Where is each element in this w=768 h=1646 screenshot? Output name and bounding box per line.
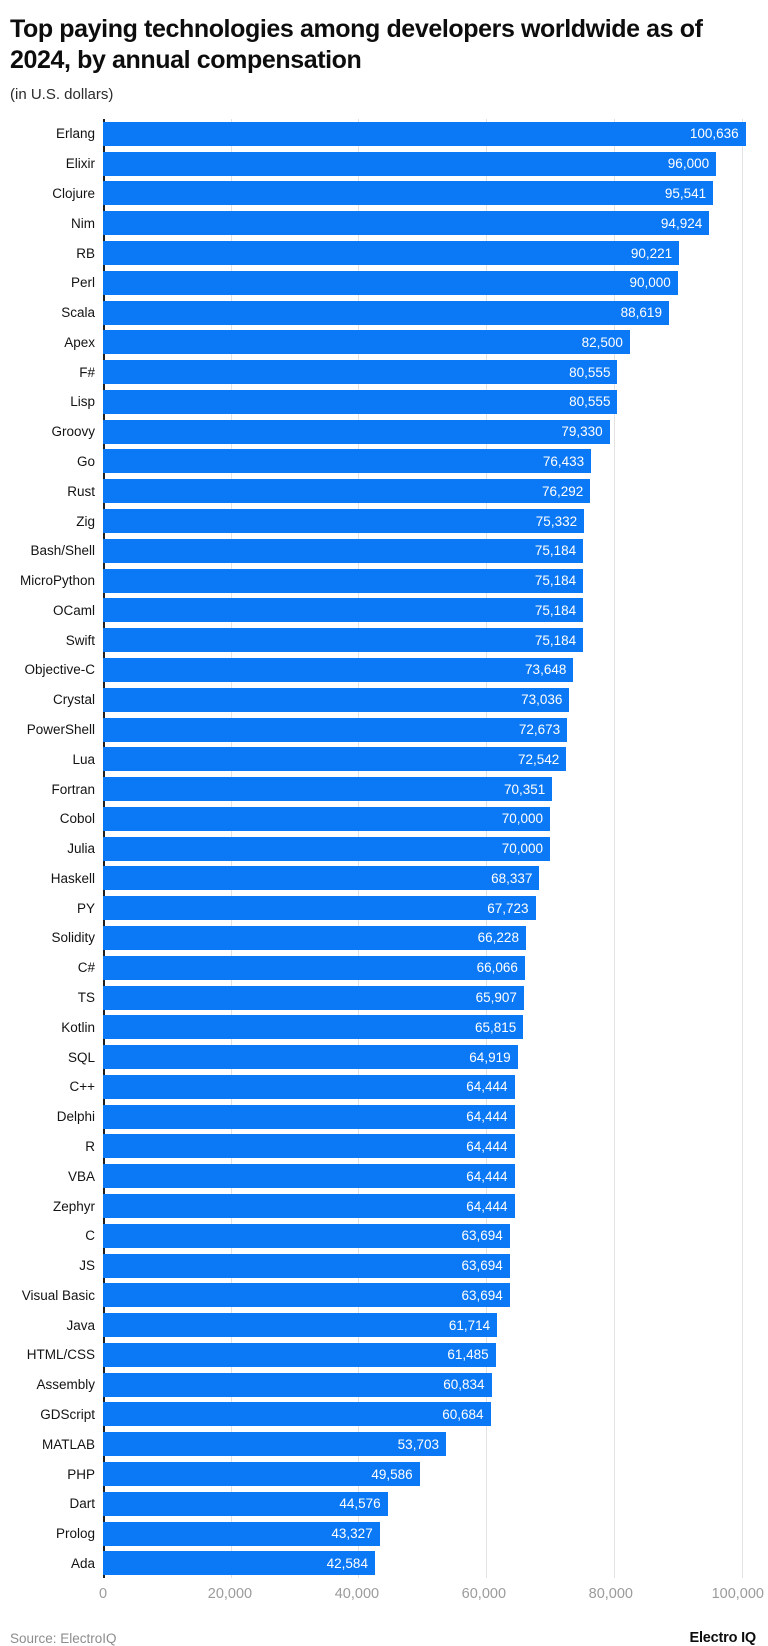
bar-label: F# [79,364,95,380]
bar-rows [0,119,764,1578]
bar-row [0,804,764,834]
bar [103,1254,510,1278]
bar-track [103,301,764,325]
bar-label: Prolog [55,1526,95,1542]
bar [103,271,678,295]
bar-label: RB [76,245,95,261]
bar-track [103,1105,764,1129]
bar-label: Crystal [52,692,95,708]
bar-row [0,208,764,238]
bar-label: Kotlin [61,1019,95,1035]
bar-track [103,1373,764,1397]
bar-value: 64,444 [466,1109,508,1125]
bar-value: 96,000 [667,156,710,172]
bar [103,1373,492,1397]
bar-row [0,834,764,864]
bar-value: 63,694 [461,1258,503,1274]
x-axis [98,1584,764,1610]
bar-label: Swift [65,632,95,648]
bar-value: 64,444 [466,1168,508,1184]
x-axis-tick: 20,000 [207,1586,253,1603]
bar [103,390,617,414]
bar-track [103,1194,764,1218]
x-axis-tick: 80,000 [588,1586,633,1603]
bar [103,569,583,593]
bar [103,211,709,235]
bar-label: Julia [67,841,95,857]
bar-track [103,896,764,920]
bar-row [0,1310,764,1340]
bar-track [103,181,764,205]
bar-label: Cobol [59,811,95,827]
bar [103,1164,515,1188]
bar-track [103,1254,764,1278]
bar-label: Erlang [55,126,95,142]
bar-value: 66,228 [477,930,519,946]
bar-row [0,1102,764,1132]
bar-label: R [85,1138,95,1154]
bar [103,598,583,622]
bar [103,1283,510,1307]
bar-track [103,509,764,533]
bar-value: 64,444 [466,1198,508,1214]
bar [103,1522,380,1546]
bar [103,986,524,1010]
bar-row [0,1012,764,1042]
bar-value: 64,444 [466,1138,508,1154]
bar-value: 80,555 [569,364,611,380]
bar-track [103,658,764,682]
bar-value: 49,586 [371,1466,413,1482]
bar [103,658,573,682]
bar [103,866,539,890]
bar-row [0,238,764,268]
bar-row [0,387,764,417]
plot-area [0,119,764,1578]
bar [103,896,536,920]
bar-row [0,774,764,804]
bar-label: GDScript [40,1406,95,1422]
bar-row [0,1400,764,1430]
bar-row [0,327,764,357]
bar-label: Objective-C [24,662,95,678]
bar-row [0,1072,764,1102]
bar-value: 94,924 [660,215,703,231]
bar-track [103,569,764,593]
bar-row [0,566,764,596]
chart-header [0,0,768,103]
bar-label: Delphi [56,1109,95,1125]
bar [103,1194,515,1218]
bar-row [0,1549,764,1579]
bar-label: MATLAB [41,1436,95,1452]
bar-track [103,390,764,414]
bar [103,330,630,354]
bar-row [0,1370,764,1400]
bar-track [103,1432,764,1456]
bar-label: PY [76,900,95,916]
bar [103,1134,515,1158]
bar-label: Dart [69,1496,95,1512]
bar-row [0,715,764,745]
bar-value: 67,723 [487,900,529,916]
bar-value: 70,000 [501,841,544,857]
bar-row [0,1161,764,1191]
bar [103,1105,515,1129]
bar-label: Go [76,453,95,469]
bar-track [103,449,764,473]
bar-track [103,777,764,801]
bar-row [0,536,764,566]
bar-value: 68,337 [491,870,533,886]
bar-label: Nim [71,215,95,231]
bar-value: 64,919 [469,1049,511,1065]
source-text: Source: ElectroIQ [10,1630,117,1646]
bar-value: 73,648 [525,662,567,678]
bar-row [0,893,764,923]
bar-value: 73,036 [521,692,563,708]
bar [103,1402,491,1426]
bar [103,688,569,712]
bar-track [103,718,764,742]
bar-label: Bash/Shell [30,543,95,559]
bar-row [0,983,764,1013]
bar-label: HTML/CSS [26,1347,95,1363]
bar-label: Java [66,1317,95,1333]
bar-row [0,685,764,715]
bar-track [103,926,764,950]
bar-label: Clojure [52,185,95,201]
bar-label: Fortran [51,781,95,797]
bar-value: 65,907 [475,990,517,1006]
bar-value: 64,444 [466,1079,508,1095]
bar-track [103,866,764,890]
bar [103,1075,515,1099]
bar-label: Lua [72,751,95,767]
x-axis-tick: 0 [98,1586,108,1603]
bar-track [103,1522,764,1546]
bar-track [103,956,764,980]
bar [103,360,617,384]
bar-value: 42,584 [326,1555,368,1571]
bar-row [0,596,764,626]
bar-value: 63,694 [461,1228,503,1244]
bar-value: 70,000 [501,811,544,827]
x-axis-tick: 100,000 [711,1586,764,1603]
bar-value: 88,619 [620,305,662,321]
bar-track [103,747,764,771]
bar-value: 60,834 [443,1377,485,1393]
bar [103,1462,420,1486]
bar [103,628,583,652]
bar-row [0,1280,764,1310]
bar-label: Assembly [36,1377,95,1393]
bar-label: Perl [70,275,95,291]
bar-value: 90,221 [630,245,673,261]
bar [103,807,550,831]
bar-label: C# [77,960,95,976]
bar-track [103,1075,764,1099]
bar-track [103,1045,764,1069]
bar-label: Rust [67,483,95,499]
bar-value: 44,576 [339,1496,381,1512]
bar-row [0,1489,764,1519]
bar-value: 60,684 [442,1406,484,1422]
bar-value: 72,542 [517,751,560,767]
bar-track [103,152,764,176]
bar-track [103,1164,764,1188]
bar-value: 75,184 [534,573,577,589]
bar [103,301,669,325]
bar [103,449,591,473]
bar-value: 75,184 [534,602,577,618]
bar-row [0,1459,764,1489]
bar-track [103,1462,764,1486]
bar-track [103,1224,764,1248]
bar-value: 63,694 [461,1287,503,1303]
bar [103,539,583,563]
bar-label: Visual Basic [21,1287,95,1303]
bar [103,1551,375,1575]
bar-label: Apex [64,334,95,350]
bar-label: C++ [69,1079,95,1095]
bar [103,152,716,176]
bar-row [0,1042,764,1072]
page-title: Top paying technologies among developers worldwide as of 2024, by annual compensation [10,15,703,74]
bar-track [103,688,764,712]
bar [103,1015,523,1039]
bar-row [0,864,764,894]
bar-value: 82,500 [581,334,623,350]
bar [103,837,550,861]
bar-label: PHP [67,1466,95,1482]
bar-track [103,1551,764,1575]
bar-track [103,271,764,295]
chart-subtitle: (in U.S. dollars) [10,86,114,103]
bar-label: MicroPython [19,573,95,589]
bar [103,1432,446,1456]
bar-track [103,1402,764,1426]
bar-row [0,655,764,685]
bar-track [103,420,764,444]
x-axis-tick: 40,000 [334,1586,380,1603]
bar-value: 75,184 [534,543,577,559]
brand-logo: Electro IQ [689,1630,756,1646]
bar-row [0,119,764,149]
bar-row [0,447,764,477]
bar-track [103,1492,764,1516]
bar-value: 70,351 [503,781,546,797]
bar-row [0,268,764,298]
bar-value: 76,292 [541,483,584,499]
bar-track [103,1343,764,1367]
bar-row [0,506,764,536]
bar-track [103,360,764,384]
bar-label: Solidity [51,930,95,946]
bar-label: PowerShell [26,722,95,738]
bar-label: OCaml [52,602,95,618]
bar-track [103,211,764,235]
bar-track [103,1313,764,1337]
bar [103,122,746,146]
bar-row [0,298,764,328]
bar-row [0,1251,764,1281]
bar-row [0,1221,764,1251]
bar-track [103,986,764,1010]
bar [103,509,584,533]
bar-row [0,179,764,209]
bar-value: 76,433 [542,453,585,469]
bar [103,1343,496,1367]
bar-row [0,625,764,655]
bar-label: SQL [67,1049,95,1065]
bar-track [103,628,764,652]
bar-chart [0,119,768,1610]
bar-label: Groovy [51,424,95,440]
bar [103,420,610,444]
bar-label: Zephyr [52,1198,95,1214]
bar-track [103,1015,764,1039]
bar-row [0,417,764,447]
bar-track [103,807,764,831]
bar-value: 80,555 [569,394,611,410]
bar-label: VBA [67,1168,95,1184]
bar-track [103,539,764,563]
bar-value: 65,815 [475,1019,517,1035]
bar-value: 53,703 [397,1436,439,1452]
bar-track [103,241,764,265]
bar-value: 95,541 [664,185,707,201]
bar-track [103,598,764,622]
bar-track [103,479,764,503]
bar-label: Ada [70,1555,95,1571]
bar-label: Lisp [70,394,95,410]
bar [103,777,552,801]
bar-value: 61,714 [448,1317,491,1333]
bar [103,718,567,742]
bar-row [0,476,764,506]
bar-label: JS [79,1258,95,1274]
bar-value: 79,330 [561,424,603,440]
bar-track [103,1283,764,1307]
bar-track [103,330,764,354]
bar-track [103,837,764,861]
bar-row [0,1340,764,1370]
bar-label: Elixir [65,156,95,172]
bar-row [0,1429,764,1459]
bar-row [0,149,764,179]
bar [103,956,525,980]
bar-value: 100,636 [689,126,739,142]
bar-value: 72,673 [518,722,561,738]
bar-track [103,122,764,146]
bar-row [0,953,764,983]
bar-row [0,357,764,387]
chart-footer [0,1610,768,1646]
bar [103,926,526,950]
bar-row [0,744,764,774]
bar-value: 43,327 [331,1526,373,1542]
bar-row [0,923,764,953]
bar-label: Haskell [50,870,95,886]
bar-label: C [85,1228,95,1244]
bar-track [103,1134,764,1158]
bar-row [0,1191,764,1221]
bar-row [0,1132,764,1162]
bar [103,241,679,265]
bar-row [0,1519,764,1549]
bar-label: Scala [61,305,95,321]
x-axis-tick: 60,000 [461,1586,507,1603]
bar [103,1045,518,1069]
bar-label: Zig [76,513,95,529]
bar [103,479,590,503]
bar [103,1492,388,1516]
bar [103,1313,497,1337]
bar [103,1224,510,1248]
bar-value: 90,000 [629,275,671,291]
bar-label: TS [77,990,95,1006]
bar-value: 66,066 [476,960,518,976]
bar-value: 75,332 [535,513,578,529]
bar-value: 75,184 [534,632,577,648]
bar-value: 61,485 [447,1347,489,1363]
bar [103,747,566,771]
bar [103,181,713,205]
